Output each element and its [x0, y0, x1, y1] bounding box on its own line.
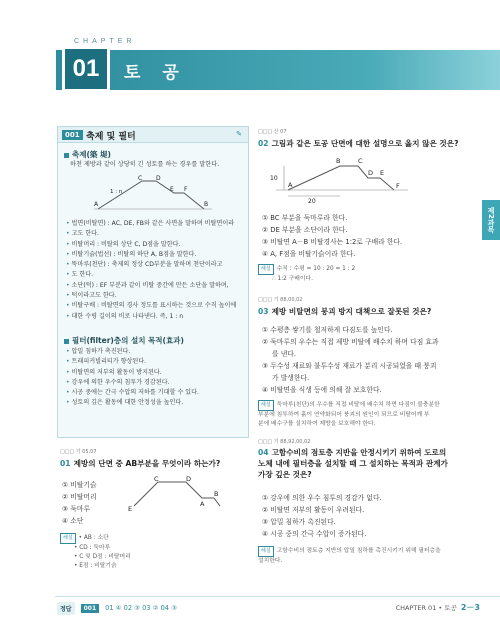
- explain-line: 설치한다.: [258, 558, 283, 564]
- explain-line: 부분에 침투하여 흙이 연약화되어 붕괴의 원인이 되므로 비탈어깨 부: [258, 412, 430, 418]
- q2-label-c: C: [358, 157, 363, 165]
- choice-3[interactable]: ③ 비탈면 A－B 비탈경사는 1:2로 구배라 한다.: [262, 238, 403, 246]
- q1-label-b: B: [214, 490, 219, 498]
- question-title: [258, 447, 488, 480]
- embankment-term-list: [66, 219, 246, 322]
- question-meta: □□□ 기 05,07: [60, 449, 97, 455]
- explain-line: • E점 : 비탈기슭: [74, 563, 117, 569]
- chapter-number: 01: [62, 46, 110, 92]
- list-item: • 비탈기슭(법선) : 비탈의 하단 A, B점을 말한다.: [66, 250, 246, 260]
- q1-label-a: A: [200, 500, 205, 508]
- question-title: [258, 138, 478, 149]
- question-meta: □□□ 기 88,92,00,02: [258, 439, 311, 445]
- question-text-line-1: 고함수비의 점토층 지반을 안정시키기 위하여 도로의: [271, 448, 447, 457]
- explain-line: 분에 배수구를 설치하여 제방을 보호해야 한다.: [258, 421, 376, 427]
- explain-line: • AB : 소단: [78, 535, 109, 541]
- list-item: • 비탈면의 저부의 활동이 방지된다.: [66, 368, 246, 378]
- list-item: • 턱이라고도 한다.: [66, 291, 246, 301]
- q2-height: 10: [270, 175, 278, 182]
- choice-3[interactable]: ③ 압밀 침하가 촉진된다.: [262, 518, 336, 526]
- choice-2[interactable]: ② 비탈면 저부의 활동이 우려된다.: [262, 506, 365, 514]
- question-text: 제방의 단면 중 AB부분을 무엇이라 하는가?: [73, 459, 221, 468]
- question-text-line-3: 가장 깊은 것은?: [258, 470, 312, 479]
- footer-page-info: [396, 602, 480, 613]
- explain-tag: 해설: [258, 264, 274, 275]
- choice-2[interactable]: ② 비탈머리: [62, 493, 97, 501]
- choice-1[interactable]: ① 비탈기슭: [62, 481, 97, 489]
- answer-tag: 정답: [57, 602, 75, 615]
- question-title: [60, 458, 250, 469]
- q1-label-d: D: [186, 476, 192, 483]
- question-title: [258, 306, 488, 317]
- diagram-label-d: D: [156, 175, 161, 182]
- diagram-label-c: C: [138, 175, 143, 182]
- q2-width: 20: [308, 198, 316, 204]
- question-meta: □□□ 산 07: [258, 129, 287, 135]
- summary-icon: ✎: [236, 130, 242, 138]
- choice-4[interactable]: ④ 소단: [62, 517, 84, 525]
- q2-label-d: D: [368, 169, 374, 177]
- explain-line: 수직 : 수평 = 10 : 20 = 1 : 2: [276, 266, 356, 272]
- chapter-label: CHAPTER: [74, 38, 136, 45]
- diagram-label-e: E: [170, 186, 174, 193]
- section-desc: 하천 제방과 같이 상당히 긴 성토를 하는 경우를 말한다.: [70, 161, 220, 168]
- answer-section-number: 001: [81, 604, 100, 613]
- diagram-label-a: A: [94, 201, 99, 208]
- choice-4[interactable]: ④ 시공 중의 간극 수압이 증가된다.: [262, 530, 367, 538]
- list-item: • 강우에 의한 우수의 침투가 경감된다.: [66, 378, 246, 388]
- choice-2[interactable]: ② DE 부분을 소단이라 한다.: [262, 226, 348, 234]
- question-number: 02: [258, 139, 269, 148]
- q1-diagram: [128, 476, 224, 512]
- answer-values: 01 ④ 02 ③ 03 ② 04 ③: [105, 604, 178, 612]
- explain-line: 고함수비의 점토층 지반의 압밀 침하를 촉진시키기 위해 필터층을: [276, 548, 441, 554]
- explain-line: ∴ 1:2 구배이다.: [272, 276, 313, 282]
- list-item: • 시공 중에는 간극 수압의 저하를 기대할 수 있다.: [66, 388, 246, 398]
- page-number: 2－3: [460, 603, 480, 612]
- choice-3[interactable]: ③ 두수성 재료와 불투수성 재료가 분리 시공되었을 때 붕괴: [262, 362, 437, 370]
- q2-label-e: E: [380, 169, 385, 177]
- list-item: • 뚝마루(천단) : 축제의 정상 CD부분을 말하며 천단이라고: [66, 260, 246, 270]
- summary-box: [57, 126, 249, 438]
- list-item: • 법면(비탈면) : AC, DE, FB와 같은 사면을 말하며 비탈면이라: [66, 219, 246, 229]
- choice-2[interactable]: ② 둑마루의 우수는 직접 제방 비탈에 배수치 하며 다짐 효과: [262, 338, 439, 346]
- choice-1[interactable]: ① BC 부분을 둑마루라 한다.: [262, 214, 348, 222]
- q2-explanation: [258, 264, 488, 284]
- section-title-filter: 필터(filter)층의 설치 목적(효과): [64, 335, 184, 346]
- explain-line: • C 및 D점 : 비탈머리: [74, 554, 131, 560]
- choice-3[interactable]: ③ 둑마루: [62, 505, 90, 513]
- list-item: • 소단(턱) : EF 부분과 같이 비탈 중간에 만든 소단을 말하며,: [66, 281, 246, 291]
- question-number: 03: [258, 307, 269, 316]
- list-item: • 비탈구배 : 비탈면의 경사 정도를 표시하는 것으로 수직 높이에: [66, 301, 246, 311]
- list-item: • 비탈머리 : 비탈의 상단 C, D점을 말한다.: [66, 240, 246, 250]
- q1-label-c: C: [154, 476, 159, 483]
- question-text: 그림과 같은 토공 단면에 대한 설명으로 옳지 않은 것은?: [271, 139, 459, 148]
- list-item: • 트래피커빌리티가 향상된다.: [66, 357, 246, 367]
- q4-explanation: [258, 546, 490, 566]
- question-text-line-2: 노체 내에 필터층을 설치할 때 그 설치하는 목적과 관계가: [258, 459, 448, 468]
- list-item: • 성토의 깊은 활동에 대한 안정성을 높인다.: [66, 398, 246, 408]
- filter-purpose-list: [66, 347, 246, 409]
- diagram-label-f: F: [184, 186, 188, 193]
- answer-bar: [57, 600, 177, 616]
- explain-tag: 해설: [258, 546, 274, 557]
- chapter-header-bar: [56, 50, 500, 90]
- explain-line: 둑마루(천단)의 우수를 직접 비탈에 배수치 하면 다짐이 불충분한: [276, 402, 440, 408]
- q1-explanation: [60, 533, 250, 571]
- summary-header: [58, 127, 248, 143]
- q1-label-e: E: [128, 505, 133, 512]
- question-number: 04: [258, 448, 269, 457]
- choice-4[interactable]: ④ 비탈면을 식생 등에 의해 잘 보호한다.: [262, 386, 382, 394]
- q2-label-f: F: [396, 182, 400, 190]
- explain-tag: 해설: [258, 400, 274, 411]
- diagram-label-b: B: [204, 201, 209, 208]
- summary-number: 001: [62, 130, 83, 140]
- subject-side-tab: 제2과목: [482, 200, 500, 240]
- question-number: 01: [60, 459, 71, 468]
- chapter-title: 토 공: [124, 63, 187, 83]
- summary-title: 축제 및 필터: [86, 132, 136, 142]
- choice-2-cont: 를 낸다.: [272, 350, 297, 358]
- list-item: • 압밀 침하가 촉진된다.: [66, 347, 246, 357]
- q2-label-b: B: [336, 157, 341, 165]
- choice-1[interactable]: ① 강우에 의한 우수 침투의 경감가 없다.: [262, 494, 382, 502]
- footer-divider: [55, 596, 500, 597]
- footer-chapter: CHAPTER 01 • 토공: [395, 604, 457, 612]
- explain-tag: 해설: [60, 533, 76, 544]
- section-title-embankment: 축제(築 堤): [64, 149, 111, 160]
- question-meta: □□□ 기 88,00,02: [258, 297, 303, 303]
- embankment-diagram: [94, 175, 214, 213]
- explain-line: • CD : 둑마루: [74, 545, 111, 551]
- question-text: 제방 비탈면의 붕괴 방지 대책으로 잘못된 것은?: [271, 307, 432, 316]
- choice-3-cont: 가 발생한다.: [272, 374, 310, 382]
- list-item: • 고도 한다.: [66, 229, 246, 239]
- choice-1[interactable]: ① 수평층 쌓기를 철저하게 다짐도를 높인다.: [262, 326, 393, 334]
- list-item: • 도 한다.: [66, 270, 246, 280]
- diagram-slope: 1 : n: [110, 189, 123, 195]
- q3-explanation: [258, 400, 490, 429]
- q2-diagram: [268, 152, 418, 204]
- list-item: • 대한 수평 길이의 비로 나타낸다. 즉, 1 : n: [66, 312, 246, 322]
- choice-4[interactable]: ④ A, F점을 비탈기슭이라 한다.: [262, 250, 356, 258]
- q2-label-a: A: [288, 181, 293, 189]
